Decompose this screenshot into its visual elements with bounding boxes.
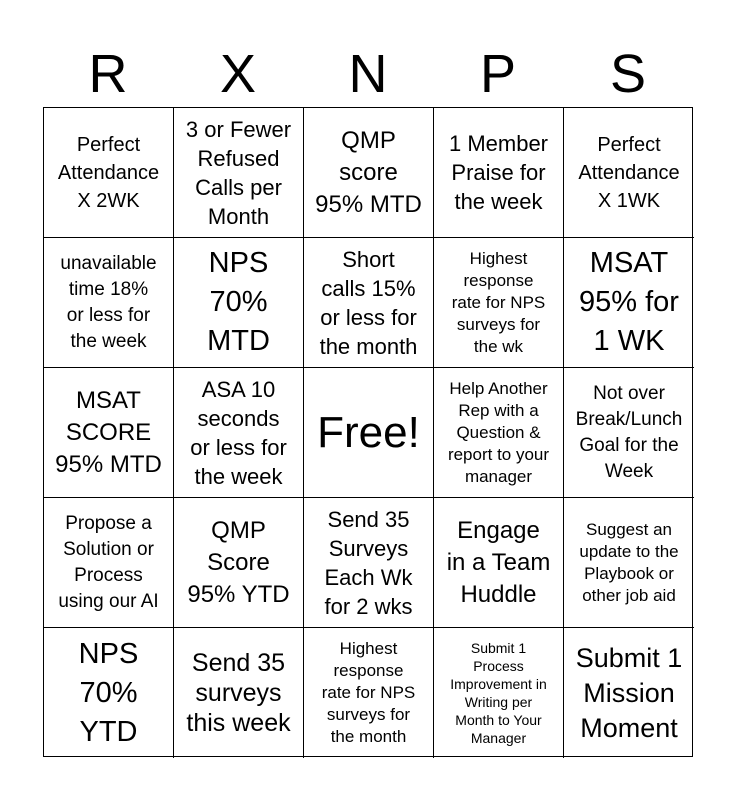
cell-text: QMP score 95% MTD [315, 126, 422, 218]
bingo-cell-r4c4[interactable] [434, 498, 564, 628]
bingo-cell-r1c4[interactable] [434, 108, 564, 238]
cell-text: QMP Score 95% YTD [187, 516, 290, 608]
cell-text: NPS 70% YTD [78, 637, 139, 748]
cell-text: Highest response rate for NPS surveys for the wk [451, 248, 546, 356]
cell-text: Send 35 Surveys Each Wk for 2 wks [324, 506, 413, 619]
bingo-cell-r3c5[interactable] [564, 368, 694, 498]
bingo-cell-r5c5[interactable] [564, 628, 694, 758]
header-letter-n: N [348, 44, 388, 104]
bingo-cell-r3c2[interactable] [174, 368, 304, 498]
cell-text: Propose a Solution or Process using our AI [58, 512, 159, 612]
bingo-cell-r2c4[interactable] [434, 238, 564, 368]
cell-text: MSAT 95% for 1 WK [579, 247, 679, 357]
cell-text: Help Another Rep with a Question & report to your manager [447, 378, 550, 486]
bingo-cell-free[interactable] [304, 368, 434, 498]
cell-text: 3 or Fewer Refused Calls per Month [185, 116, 292, 229]
bingo-cell-r4c2[interactable] [174, 498, 304, 628]
cell-text: Perfect Attendance X 1WK [578, 133, 680, 212]
cell-text: ASA 10 seconds or less for the week [190, 376, 287, 489]
bingo-cell-r5c3[interactable] [304, 628, 434, 758]
header-letter-s: S [609, 44, 647, 104]
bingo-cell-r2c3[interactable] [304, 238, 434, 368]
bingo-cell-r4c1[interactable] [44, 498, 174, 628]
bingo-board [43, 107, 693, 757]
cell-text: 1 Member Praise for the week [448, 131, 549, 214]
cell-text: Not over Break/Lunch Goal for the Week [575, 382, 683, 482]
cell-text: unavailable time 18% or less for the week [60, 252, 157, 352]
header-letter-x: X [219, 44, 257, 104]
cell-text: Perfect Attendance X 2WK [57, 133, 160, 212]
cell-text: Submit 1 Process Improvement in Writing per Month to Your Manager [450, 640, 547, 746]
cell-text: NPS 70% MTD [207, 247, 270, 357]
cell-text: MSAT SCORE 95% MTD [55, 386, 162, 478]
bingo-cell-r4c5[interactable] [564, 498, 694, 628]
bingo-cell-r5c4[interactable] [434, 628, 564, 758]
bingo-cell-r3c1[interactable] [44, 368, 174, 498]
cell-text: Highest response rate for NPS surveys for the month [321, 639, 416, 746]
bingo-header [43, 40, 693, 108]
bingo-cell-r4c3[interactable] [304, 498, 434, 628]
bingo-cell-r1c3[interactable] [304, 108, 434, 238]
cell-text: Suggest an update to the Playbook or other job aid [579, 519, 679, 605]
bingo-cell-r5c1[interactable] [44, 628, 174, 758]
bingo-cell-r3c4[interactable] [434, 368, 564, 498]
header-letter-p: P [479, 44, 517, 104]
bingo-cell-r1c2[interactable] [174, 108, 304, 238]
bingo-cell-r2c2[interactable] [174, 238, 304, 368]
bingo-cell-r2c5[interactable] [564, 238, 694, 368]
cell-text: Send 35 surveys this week [186, 649, 291, 737]
bingo-cell-r5c2[interactable] [174, 628, 304, 758]
bingo-cell-r2c1[interactable] [44, 238, 174, 368]
header-letter-r: R [88, 44, 128, 104]
cell-text: Submit 1 Mission Moment [575, 642, 683, 743]
bingo-cell-r1c1[interactable] [44, 108, 174, 238]
free-space-text: Free! [317, 407, 420, 457]
cell-text: Engage in a Team Huddle [446, 516, 551, 608]
cell-text: Short calls 15% or less for the month [319, 246, 418, 359]
bingo-cell-r1c5[interactable] [564, 108, 694, 238]
